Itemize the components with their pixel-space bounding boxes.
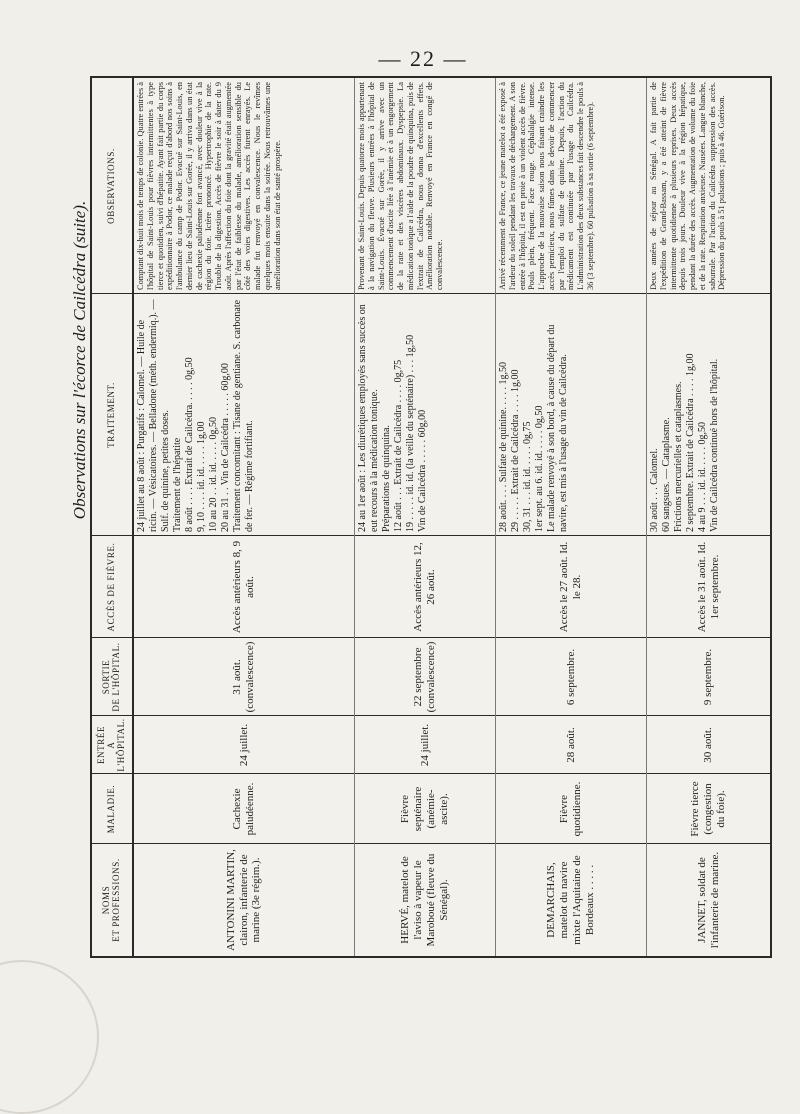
- cell-maladie: Fièvre quotidienne.: [558, 781, 583, 837]
- header-traitement: TRAITEMENT.: [106, 382, 117, 448]
- table-row: [647, 78, 770, 956]
- cell-acces: Accès antérieurs 12, 26 août.: [412, 542, 437, 632]
- cell-entree: 28 août.: [564, 727, 577, 763]
- cell-traitement: 24 au 1er août : Les diurétiques employés sans succès on eut recours à la médication tonique. Préparations de quinquina. 12 août . . . Extrait de Cailcédra . . . . 0g,75 19 . . . . . id. id. (la veille du septénaire) . . . 1g,50 Vin de Cailcédra . . . . . 60g,00: [357, 304, 428, 532]
- library-stamp: [0, 960, 99, 1114]
- cell-nom: DEMARCHAIS, matelot du navire mixte l'Aquitaine de Bordeaux . . . . .: [545, 855, 596, 945]
- cell-nom: JANNET, soldat de l'infanterie de marine.: [695, 851, 721, 949]
- cell-observations: Arrivé récemment de France, ce jeune matelot a été exposé à l'ardeur du soleil pendant les travaux de déchargement. A son entrée à l'hôpital, il est en proie à un violent accès de fièvre. Pouls plein, fréquent. Face rouge. Céphalalgie intense. L'approche de la mauvaise saison nous faisant craindre les accès pernicieux, nous fûmes dans le devoir de commencer par l'emploi du sulfate de quinine. Depuis, l'action du médicament est continuée par l'usage du Cailcédra. L'administration des deux substances fait descendre le pouls à 36 (3 septembre). 60 pulsation à sa sortie (6 septembre).: [498, 82, 595, 290]
- cell-maladie: Cachexie paludéenne.: [231, 782, 256, 836]
- cell-entree: 24 juillet.: [237, 723, 250, 767]
- cell-observations: Deux années de séjour au Sénégal. A fait partie de l'expédition de Grand-Bassam, y a été atteint de fièvre intermittente quotidienne à plusieurs reprises. Deux accès depuis trois jours. Douleur vive à la région hépatique, pendant la durée des accès. Augmentation de volume du foie et de la rate. Respiration anxieuse. Nausées. Langue blanche, saburrale. Par l'action du Cailcédra suppression des accès. Dépression du pouls à 51 pulsations ; puis à 46. Guérison.: [649, 82, 727, 290]
- cell-nom: HERVÉ, matelot de l'aviso à vapeur le Maroboué (fleuve du Sénégal).: [399, 853, 450, 947]
- table-row: [355, 78, 495, 956]
- cell-traitement: 24 juillet au 8 août : Purgatifs : Calomel. — Huile de ricin. — Vésicatoires. — Belladone (méth. endermiq.). — Sulf. de quinine, petites doses. Traitement de l'hépatite 8 août . . . . Extrait de Cailcédra. . . . . 0g,50 9, 10 . . . . id. id. . . . . 1g,00 10 au 20 . . id. id. . . . . 0g,50 20 au 31 . . Vin de Cailcédra . . . . . 60g,00 Traitement concomitant : Tisane de gentiane. S. carbonate de fer. — Régime fortifiant.: [136, 299, 255, 532]
- table-header: [92, 78, 134, 956]
- cell-entree: 30 août.: [702, 727, 715, 763]
- cell-sortie: 6 septembre.: [564, 648, 577, 706]
- table-row: [134, 78, 354, 956]
- header-acces: ACCÈS DE FIÈVRE.: [106, 542, 117, 632]
- cell-traitement: 30 août . . . Calomel. 60 sangsues. — Cataplasme. Frictions mercurielles et cataplasmes. 2 septembre. Extrait de Cailcédra . . . . 1g,00 4 au 9 . . . id. id. . . . . 0g,50 Vin de Cailcédra continué hors de l'hôpital.: [649, 353, 720, 532]
- cell-observations: Comptant dix-huit mois de temps de colonie. Quatre entrées à l'hôpital de Saint-Louis pour fièvres intermittentes à type tierce et quotidien, suivi d'hépatite. Ayant fait partie du corps expéditionnaire à Podor, ce malade reçut d'abord nos soins à l'ambulance du camp de Podor. Evacué sur Saint-Louis, en dernier lieu de Saint-Louis sur Gorée, il y arriva dans un état de cachexie paludéenne fort avancé, avec douleur vive à la région du foie. Ictère prononcé. Hypertrophie de la rate. Trouble de la digestion. Accès de fièvre le soir à dater du 9 août. Après l'affection du foie dont la gravité était augmentée par l'état de faiblesse du malade, amélioration sensible du côté des voies digestives. Les accès furent enrayés. Le malade fut renvoyé en convalescence. Nous le revîmes quelques mois ensuite dans la soirée. Nous retrouvâmes une amélioration dans son état de santé prospère.: [136, 82, 282, 290]
- header-observations: OBSERVATIONS.: [106, 148, 117, 224]
- table-rotated-content: [92, 78, 770, 956]
- cell-acces: Accès le 31 août. Id. 1er septembre.: [695, 541, 721, 633]
- header-noms: NOMS ET PROFESSIONS.: [101, 858, 121, 942]
- cell-acces: Accès antérieurs 8, 9 août.: [231, 540, 256, 634]
- cell-sortie: 22 septembre (convalescence): [412, 641, 437, 713]
- header-maladie: MALADIE.: [106, 784, 117, 834]
- table-row: [496, 78, 646, 956]
- cell-sortie: 31 août. (convalescence): [231, 641, 256, 713]
- cell-nom: ANTONINI MARTIN, clairon, infanterie de marine (3e régim.).: [224, 849, 263, 951]
- cell-entree: 24 juillet.: [418, 723, 431, 767]
- header-sortie: SORTIE DE L'HÔPITAL.: [101, 642, 121, 712]
- cell-traitement: 28 août. . . . Sulfate de quinine. . . . . 1g,50 29 . . . . . Extrait de Cailcédra . . . . 1g,00 30, 31 . . . id. id. . . . . 0g,75 1er sept. au 6. id. id. . . . . 0g,50 Le malade renvoyé à son bord, à cause du départ du navire, est mis à l'usage du vin de Cailcédra.: [498, 324, 569, 532]
- page-title: Observations sur l'écorce de Cailcédra (suite).: [70, 200, 89, 520]
- page-number: — 22 —: [378, 46, 468, 71]
- cell-maladie: Fièvre tierce (congestion du foie).: [689, 781, 727, 837]
- observation-table: [90, 76, 772, 958]
- cell-acces: Accès le 27 août. Id. le 28.: [558, 541, 583, 633]
- cell-observations: Provenant de Saint-Louis. Depuis quatorze mois appartenant à la navigation du fleuve. Plusieurs entrées à l'hôpital de Saint-Louis. Évacué sur Gorée, il y arrive avec un commencement d'ascite liée à l'anémie et à un engorgement de la rate et des viscères abdominaux. Dyspepsie. La médication tonique a l'aide de la poudre de quinquina, puis de l'extrait de Cailcédra, nous donna d'excellents effets. Amélioration notable. Renvoyé en France en congé de convalescence.: [357, 82, 444, 290]
- header-entree: ENTRÉE A L'HÔPITAL.: [96, 718, 126, 772]
- cell-maladie: Fièvre septénaire (anémie-ascite).: [399, 786, 450, 832]
- cell-sortie: 9 septembre.: [702, 648, 715, 706]
